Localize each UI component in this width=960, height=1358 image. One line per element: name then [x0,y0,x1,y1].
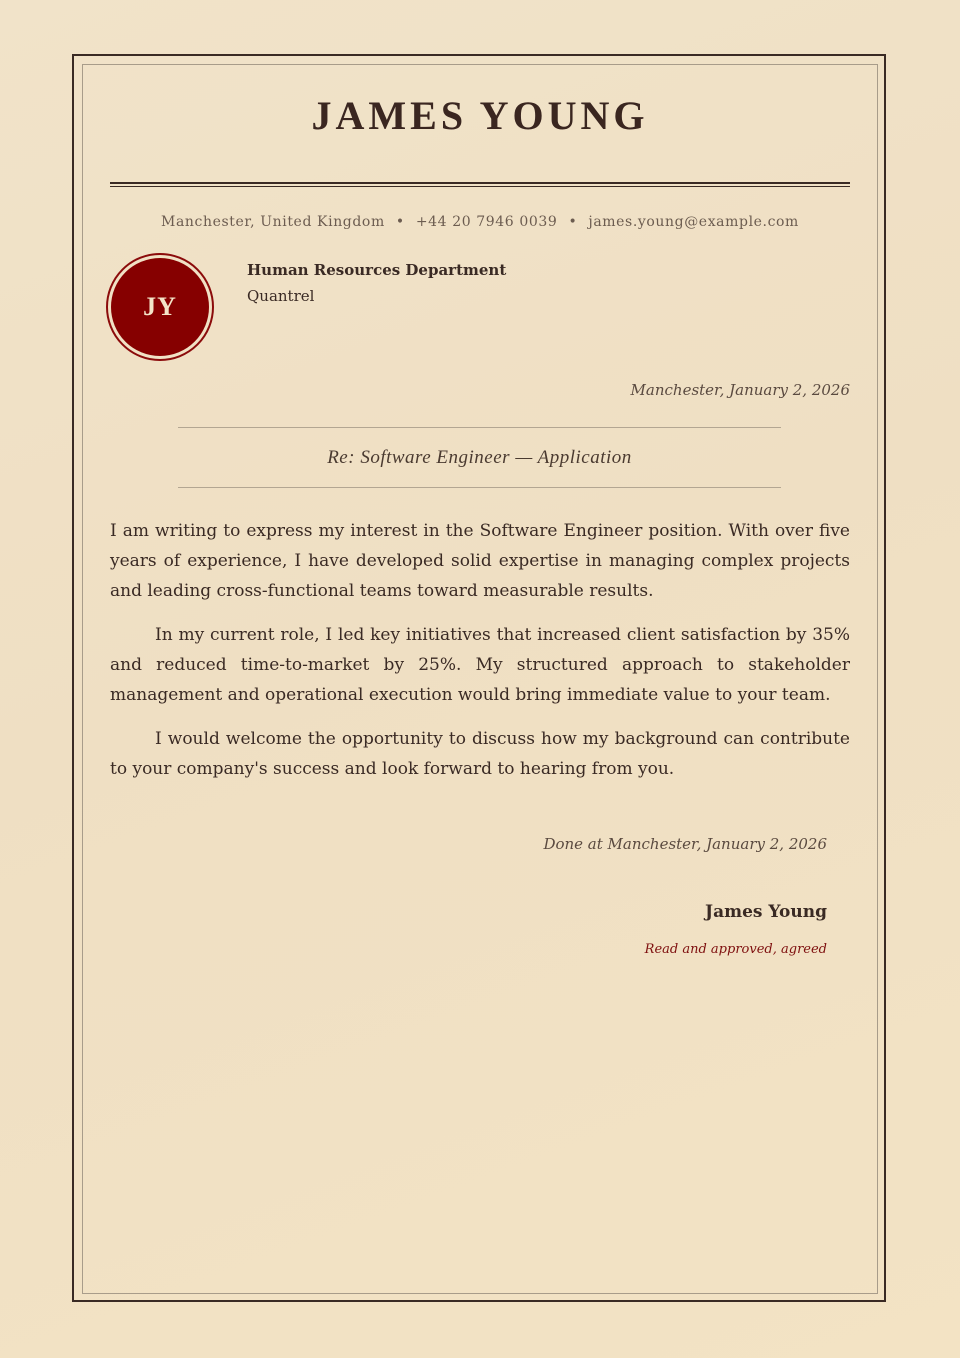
applicant-name: JAMES YOUNG [311,93,649,138]
contact-separator: • [568,214,578,230]
contact-line [110,212,850,232]
recipient-block [247,259,506,309]
closing-done-at: Done at Manchester, January 2, 2026 [543,835,827,853]
letter-subject: Re: Software Engineer — Application [327,447,632,468]
contact-separator: • [395,214,405,230]
approval-note: Read and approved, agreed [644,942,827,957]
body-paragraph: I am writing to express my interest in the Software Engineer position. With over five years of experience, I have developed solid expertise in managing complex projects and leading cross-functional teams toward measurable results. [110,521,850,601]
recipient-company: Quantrel [247,287,315,305]
signature-name: James Young [705,902,827,922]
letter-date: Manchester, January 2, 2026 [630,381,850,399]
monogram-seal [106,253,214,361]
header-divider-thick [110,182,850,184]
body-paragraph: I would welcome the opportunity to discuss how my background can contribute to your company's success and look forward to hearing from you. [110,729,850,779]
subject-rule-top [178,427,781,428]
recipient-department: Human Resources Department [247,261,507,279]
monogram-initials: JY [111,258,209,356]
contact-location: Manchester, United Kingdom [161,214,385,230]
header-divider-thin [110,186,850,187]
subject-rule-bottom [178,487,781,488]
contact-phone: +44 20 7946 0039 [415,214,558,230]
body-paragraph: In my current role, I led key initiatives that increased client satisfaction by 35% and reduced time-to-market by 25%. My structured approach to stakeholder management and operational execution would bring immediate value to your team. [110,625,850,705]
letter-body [110,516,850,798]
contact-email: james.young@example.com [588,214,799,230]
